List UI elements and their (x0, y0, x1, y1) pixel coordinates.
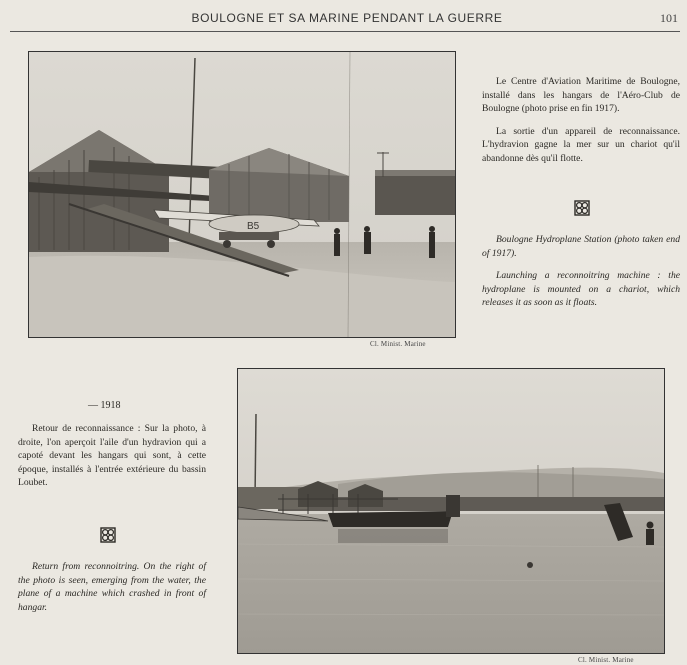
photo-hydroplane-station (28, 51, 456, 338)
caption-top-english-p1: Boulogne Hydroplane Station (photo taken end of 1917). (482, 234, 680, 259)
caption-bottom-english (18, 560, 206, 623)
caption-top-english (482, 233, 680, 319)
caption-top-french-p2: La sortie d'un appareil de reconnaissance. L'hydravion gagne la mer sur un chariot qu'il abandonne dès qu'il flotte. (482, 125, 680, 164)
photo-credit-top: Cl. Minist. Marine (370, 340, 426, 348)
photo-crashed-seaplane (237, 368, 665, 654)
caption-top-french-p1: Le Centre d'Aviation Maritime de Boulogne, installé dans les hangars de l'Aéro-Club de Boulogne (photo prise en fin 1917). (482, 76, 680, 114)
year-label: — 1918 (88, 400, 121, 411)
ornament-icon (574, 200, 590, 216)
caption-top-english-p2: Launching a reconnoitring machine : the hydroplane is mounted on a chariot, which releases it as soon as it floats. (482, 270, 680, 308)
page-header (14, 8, 680, 30)
page-number: 101 (660, 11, 678, 25)
header-rule (10, 31, 680, 32)
caption-bottom-french (18, 422, 206, 499)
caption-bottom-french-p1: Retour de reconnaissance : Sur la photo, à droite, l'on aperçoit l'aile d'un hydravion qui a capoté devant les hangars qui sont, à cette époque, installés à l'entrée extérieure du bassin Loubet. (18, 423, 206, 488)
photo-credit-bottom: Cl. Minist. Marine (578, 656, 634, 664)
caption-top-french (482, 75, 680, 174)
ornament-icon (100, 527, 116, 543)
running-title: BOULOGNE ET SA MARINE PENDANT LA GUERRE (191, 11, 503, 25)
caption-bottom-english-p1: Return from reconnoitring. On the right of the photo is seen, emerging from the water, the plane of a machine which crashed in front of hangar. (18, 561, 206, 613)
seaplane-marking: B5 (247, 221, 260, 232)
